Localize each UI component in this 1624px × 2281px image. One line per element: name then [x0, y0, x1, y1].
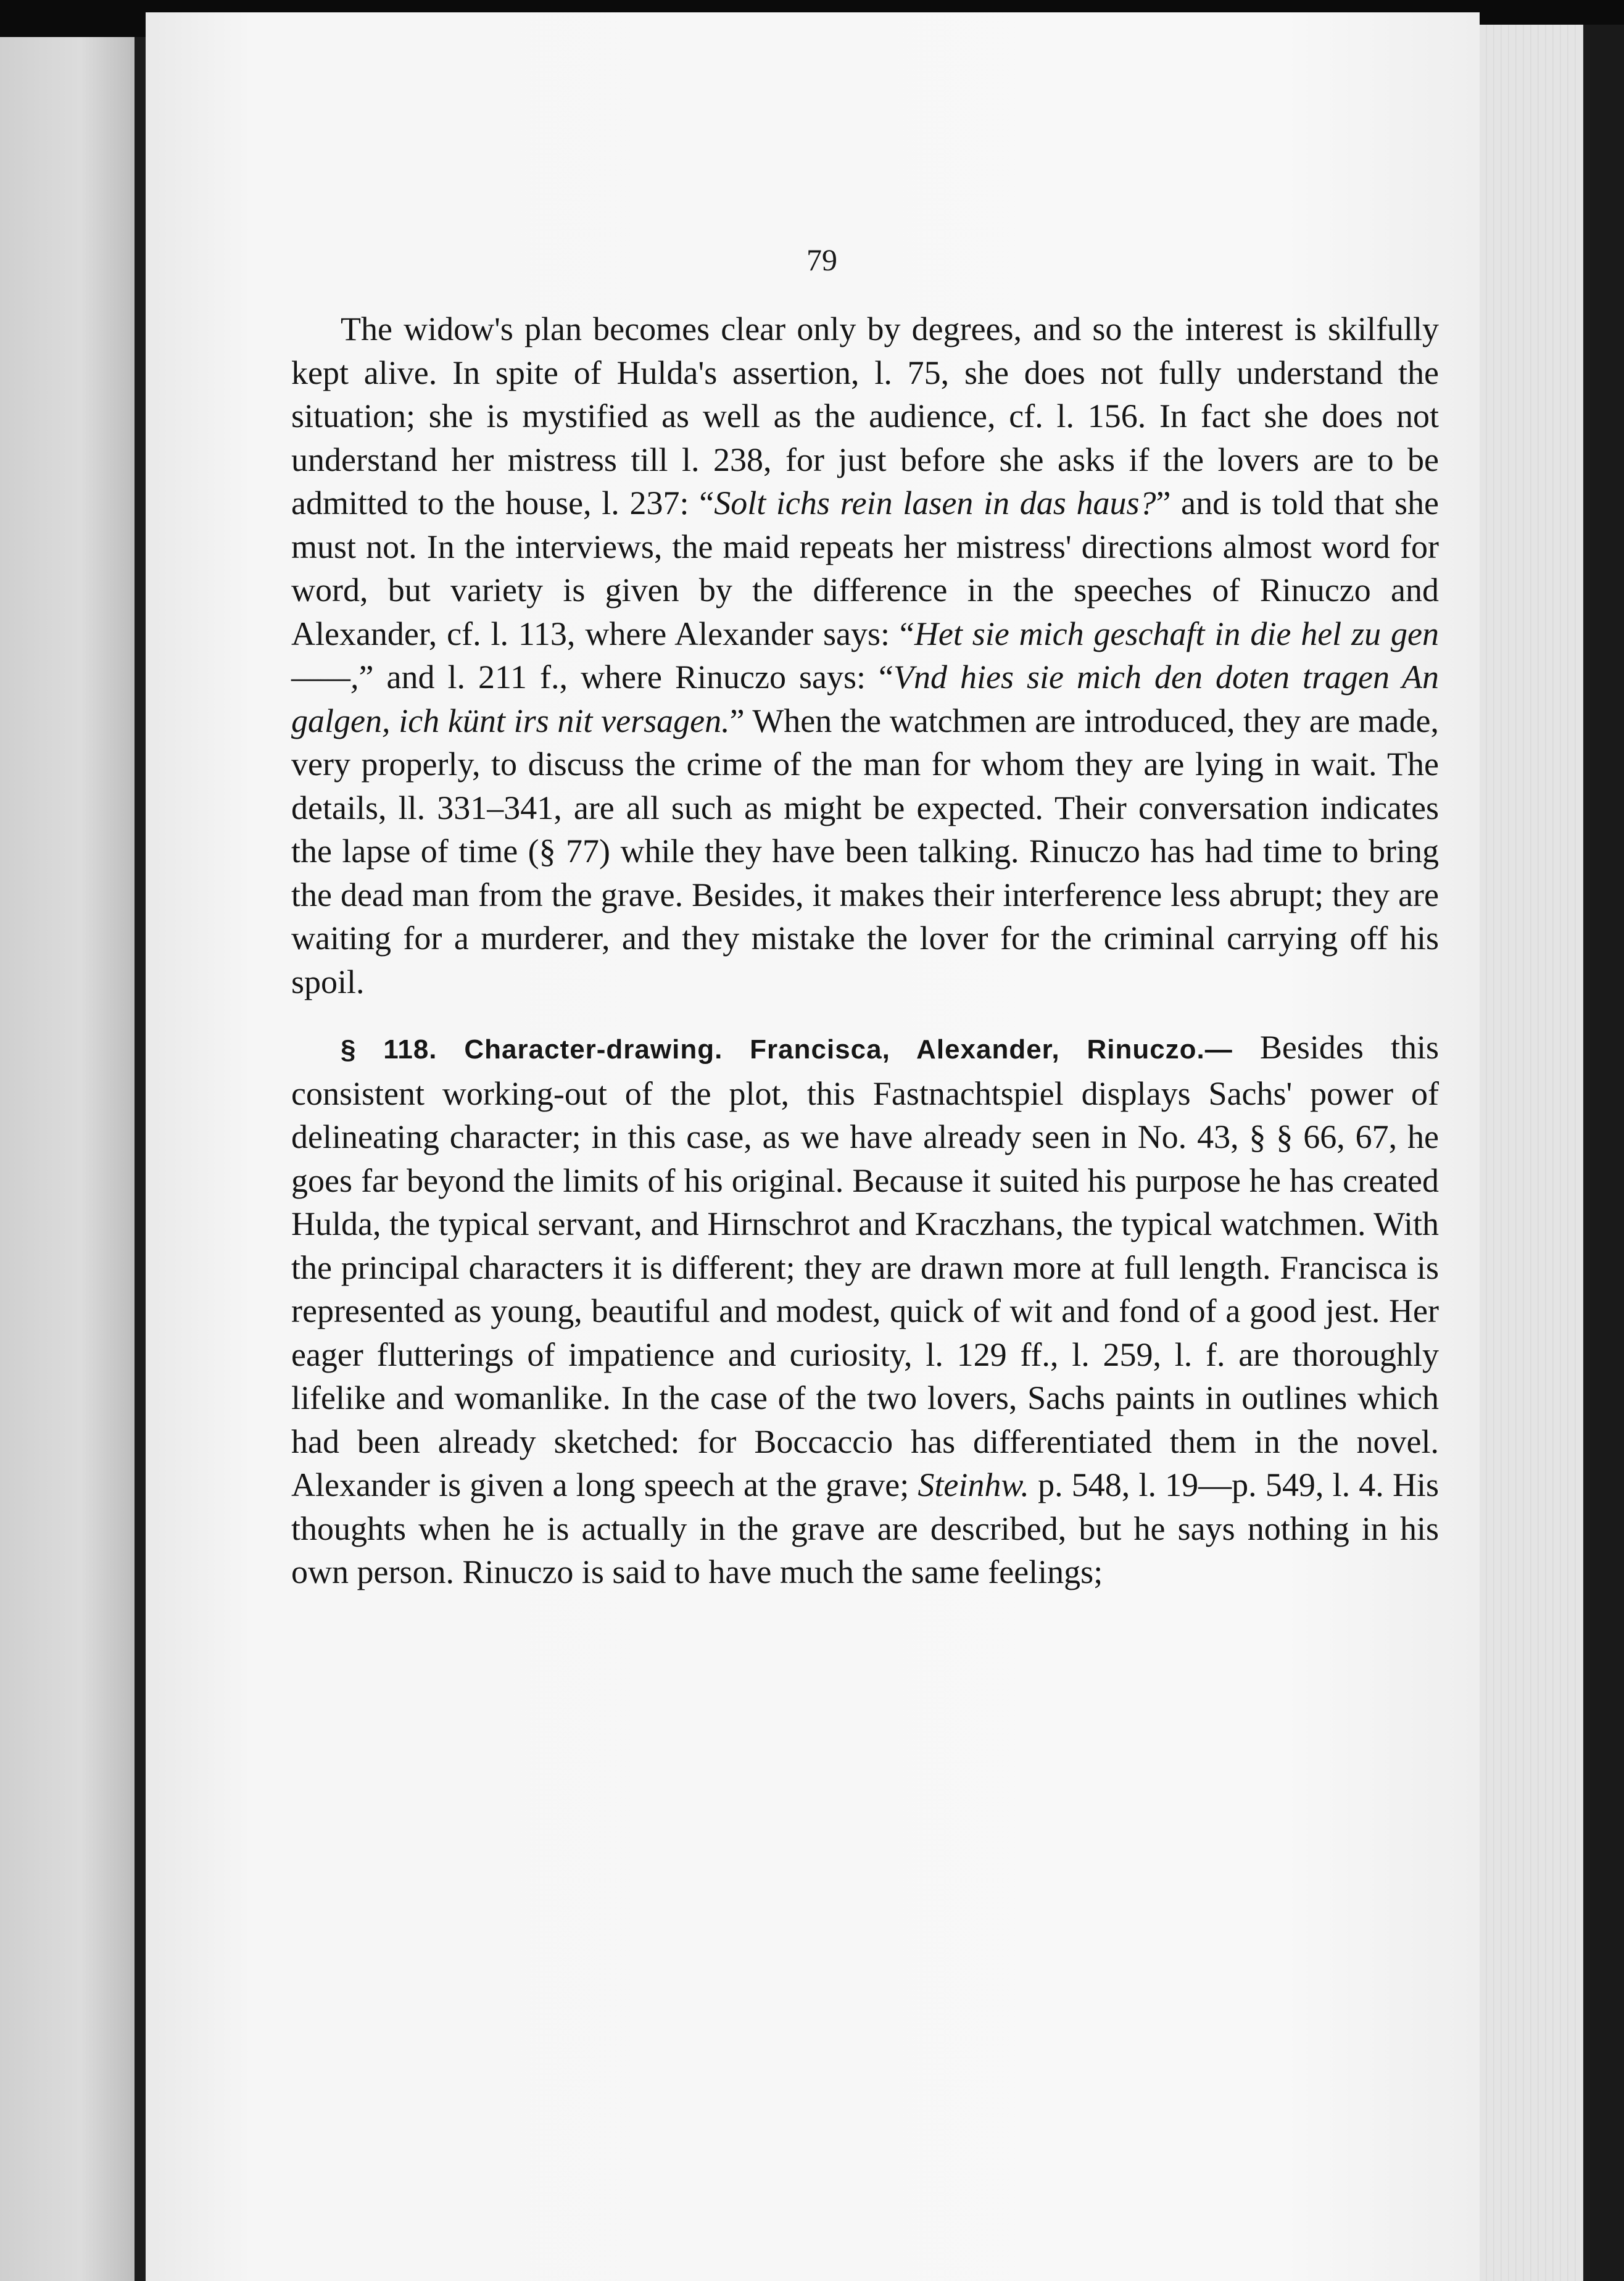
paragraph-1-text-b: ” and is told that she must not. In the interviews, the maid repeats her mistress' directions almost word for word, but variety is given by the difference in the speeches of Rinuczo and Alexander, cf. l. 113, where Alexander says: “ [291, 484, 1439, 652]
section-heading: § 118. Character-drawing. Francisca, Alexander, Rinuczo.— [341, 1034, 1233, 1065]
page-stack-edge [1480, 25, 1583, 2281]
scan-border [1583, 25, 1624, 2281]
page-body [291, 307, 1439, 1594]
reference-steinhw: Steinhw. [918, 1466, 1029, 1503]
page-number: 79 [806, 243, 837, 277]
quote-het-sie: Het sie mich geschaft in die hel zu gen ——, [291, 615, 1439, 696]
paragraph-1-text-c: ” and l. 211 f., where Rinuczo says: “ [358, 659, 893, 696]
paragraph-1-text-d: ” When the watchmen are introduced, they are made, very properly, to discuss the crime of the man for whom they are lying in wait. The details, ll. 331–341, are all such as might be expected. Their conversation indicates the lapse of time (§ 77) while they have been talking. Rinuczo has had time to bring the dead man from the grave. Besides, it makes their interference less abrupt; they are waiting for a murderer, and they mistake the lover for the criminal carrying off his spoil. [291, 702, 1439, 1000]
paragraph-2 [291, 1026, 1439, 1594]
quote-vnd-hies: Vnd hies sie mich den doten tragen An galgen, ich künt irs nit versagen. [291, 659, 1440, 739]
book-page [146, 12, 1480, 2281]
paragraph-1-text-a: The widow's plan becomes clear only by degrees, and so the interest is skilfully kept alive. In spite of Hulda's assertion, l. 75, she does not fully understand the situation; she is mystified as well as the audience, cf. l. 156. In fact she does not understand her mistress till l. 238, for just before she asks if the lovers are to be admitted to the house, l. 237: “ [291, 310, 1439, 521]
section-text-a: Besides this consistent working-out of the plot, this Fastnachtspiel displays Sachs' power of delineating character; in this case, as we have already seen in No. 43, § § 66, 67, he goes far beyond the limits of his original. Because it suited his purpose he has created Hulda, the typical servant, and Hirnschrot and Kraczhans, the typical watchmen. With the principal characters it is different; they are drawn more at full length. Francisca is represented as young, beautiful and modest, quick of wit and fond of a good jest. Her eager flutterings of impatience and curiosity, l. 129 ff., l. 259, l. f. are thoroughly lifelike and womanlike. In the case of the two lovers, Sachs paints in outlines which had been already sketched: for Boccaccio has differentiated them in the novel. Alexander is given a long speech at the grave; [291, 1029, 1439, 1503]
section-text-b: p. 548, l. 19—p. 549, l. 4. His thoughts when he is actually in the grave are described, but he says nothing in his own person. Rinuczo is said to have much the same feelings; [291, 1466, 1439, 1590]
paragraph-1 [291, 307, 1439, 1003]
facing-page-edge [0, 37, 135, 2281]
quote-solt-ichs: Solt ichs rein lasen in das haus? [714, 484, 1156, 521]
book-spine [135, 37, 146, 2281]
